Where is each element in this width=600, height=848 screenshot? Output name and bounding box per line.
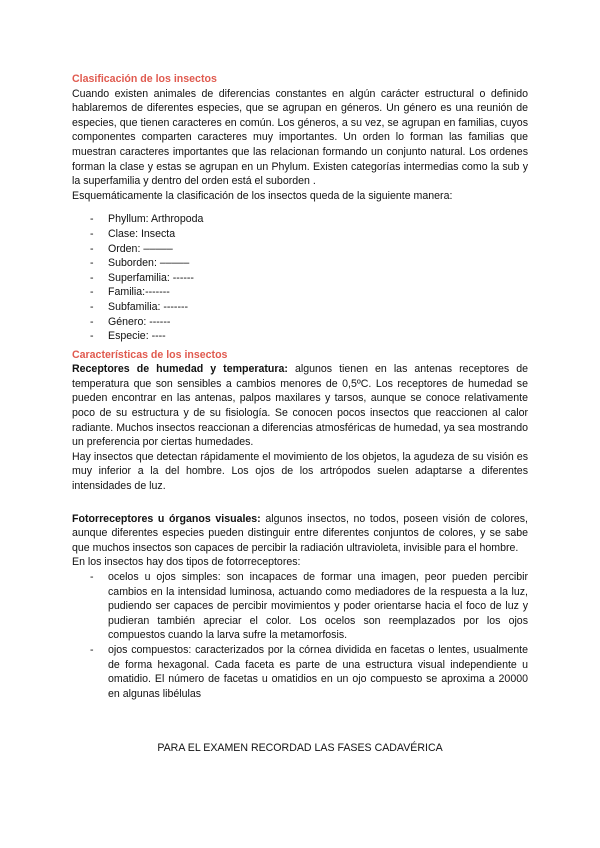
list-item: - ocelos u ojos simples: son incapaces de formar una imagen, peor pueden percibir cambios en la intensidad luminosa, actuando como mediadores de la respuesta a la luz, pudiendo ser capaces de percibir movimientos y poder orientarse hacia el foco de luz y pudieran también apreciar el color. Los ocelos son reemplazados por los ojos compuestos cuando la larva sufre la metamorfosis.: [90, 570, 528, 643]
footer-note: PARA EL EXAMEN RECORDAD LAS FASES CADAVÉRICA: [157, 742, 443, 754]
page-content: [72, 72, 528, 701]
humedad-paragraph: [72, 362, 528, 450]
list-item: - Superfamilia: ------: [90, 271, 528, 286]
list-item: - Género: ------: [90, 315, 528, 330]
fotorreceptores-label: Fotorreceptores u órganos visuales:: [72, 512, 261, 525]
fotorreceptores-list: [72, 570, 528, 701]
clasificacion-paragraph: Cuando existen animales de diferencias constantes en algún carácter estructural o definido hablaremos de diferentes especies, que se agrupan en géneros. Un género es una reunión de especies, que tienen caracteres en común. Los géneros, a su vez, se agrupan en familias, cuyos componentes comparten caracteres muy importantes. Un orden lo forman las familias que muestran caracteres importantes que las relacionan formando un conjunto natural. Los ordenes forman la clase y estas se agrupan en un Phylum. Existen categorías intermedias como la sub y la superfamilia y dentro del orden está el suborden .: [72, 87, 528, 188]
list-item: - Phyllum: Arthropoda: [90, 212, 528, 227]
tipos-intro: En los insectos hay dos tipos de fotorreceptores:: [72, 556, 301, 569]
list-item: - Subfamilia: -------: [90, 300, 528, 315]
section-title-clasificacion: Clasificación de los insectos: [72, 73, 217, 85]
list-item: - Orden: –––––: [90, 242, 528, 257]
list-item: - Clase: Insecta: [90, 227, 528, 242]
list-item: - Familia:-------: [90, 285, 528, 300]
list-item: - ojos compuestos: caracterizados por la córnea dividida en facetas o lentes, usualmente de forma hexagonal. Cada faceta es parte de una estructura visual independiente u omatidio. El número de facetas u omatidios en un ojo compuesto se aproxima a 20000 en algunas libélulas: [90, 643, 528, 701]
section-title-caracteristicas: Características de los insectos: [72, 348, 228, 361]
clasificacion-intro: Esquemáticamente la clasificación de los insectos queda de la siguiente manera:: [72, 189, 453, 202]
list-item: - Especie: ----: [90, 329, 528, 344]
fotorreceptores-text: algunos insectos, no todos, poseen visión de colores, aunque diferentes especies pueden distinguir entre diferentes conjuntos de colores, y se sabe que muchos insectos son capaces de percibir la radiación ultravioleta, invisible para el hombre.: [72, 512, 528, 554]
humedad-text: algunos tienen en las antenas receptores de temperatura que son sensibles a cambios menores de 0,5ºC. Los receptores de humedad se pueden encontrar en las antenas, palpos maxilares y tarsos, aunque se conoce relativamente poco de su estructura y de su fisiología. Se conocen pocos insectos que reaccionen al calor radiante. Muchos insectos reaccionan a diferencias atmosféricas de humedad, ya sea mostrando un preferencia por ciertas humedades.: [72, 363, 528, 449]
list-item: - Suborden: –––––: [90, 256, 528, 271]
vision-paragraph: Hay insectos que detectan rápidamente el movimiento de los objetos, la agudeza de su visión es muy inferior a la del hombre. Los ojos de los artrópodos suelen adaptarse a diferentes intensidades de luz.: [72, 450, 528, 493]
fotorreceptores-paragraph: [72, 512, 528, 556]
humedad-label: Receptores de humedad y temperatura:: [72, 363, 288, 376]
taxonomy-list: [72, 212, 528, 343]
